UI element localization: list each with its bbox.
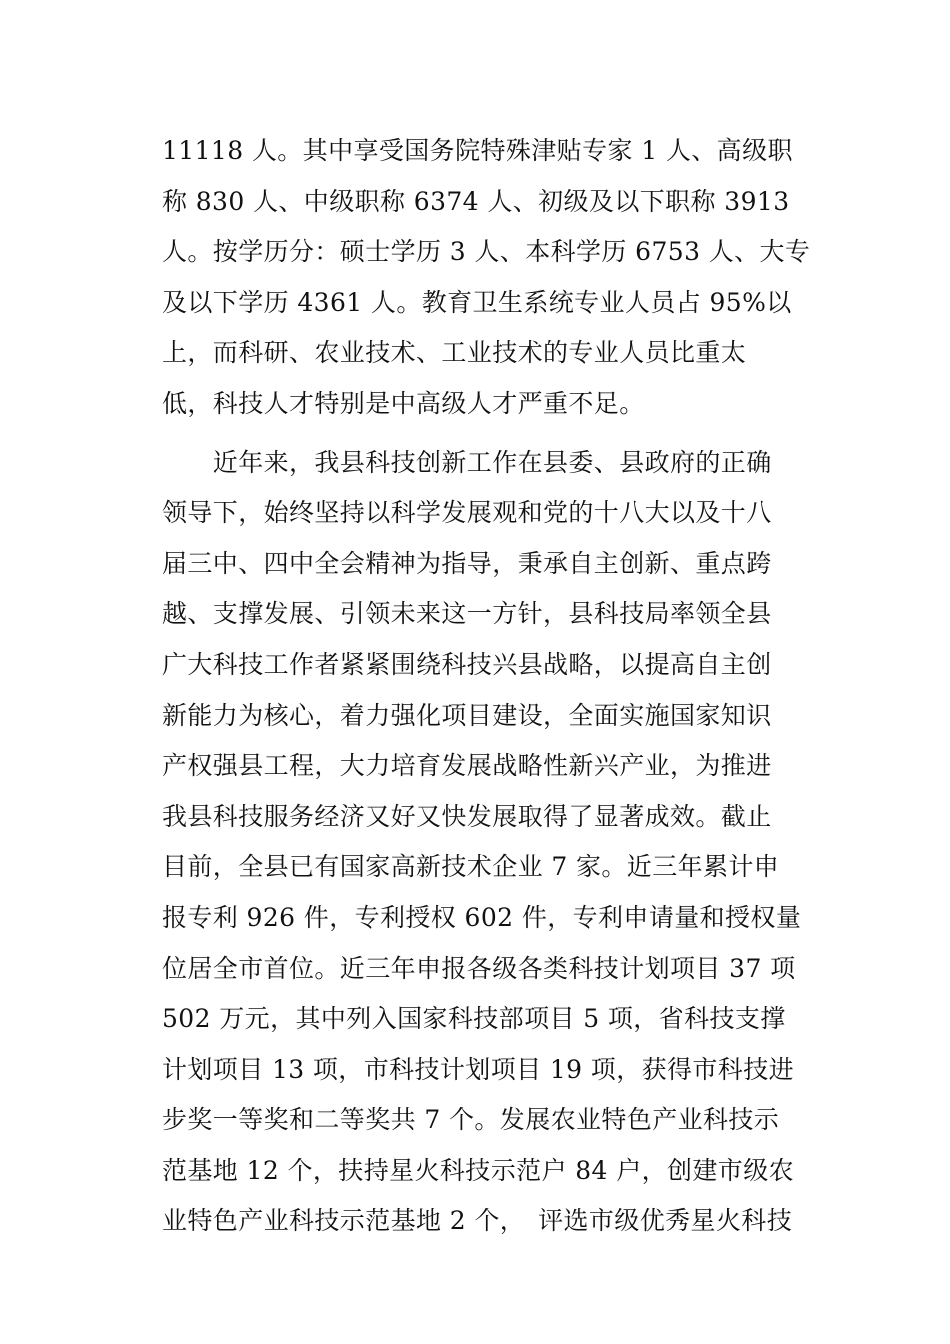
text-line: 502 万元，其中列入国家科技部项目 5 项，省科技支撑 [162,1004,786,1034]
text-line: 称 830 人、中级职称 6374 人、初级及以下职称 3913 [162,186,790,216]
text-line: 广大科技工作者紧紧围绕科技兴县战略，以提高自主创 [162,649,772,679]
text-line: 计划项目 13 项，市科技计划项目 19 项，获得市科技进 [162,1054,795,1084]
text-line: 低，科技人才特别是中高级人才严重不足。 [162,388,645,418]
text-line: 及以下学历 4361 人。教育卫生系统专业人员占 95%以 [162,287,792,317]
text-line: 届三中、四中全会精神为指导，秉承自主创新、重点跨 [162,548,772,578]
text-line: 位居全市首位。近三年申报各级各类科技计划项目 37 项 [162,953,796,983]
text-line: 目前，全县已有国家高新技术企业 7 家。近三年累计申 [162,852,780,882]
text-line: 近年来，我县科技创新工作在县委、县政府的正确 [162,447,772,477]
text-line: 范基地 12 个，扶持星火科技示范户 84 户，创建市级农 [162,1155,795,1185]
paragraph-spacing [162,430,792,438]
text-line: 步奖一等奖和二等奖共 7 个。发展农业特色产业科技示 [162,1105,780,1135]
text-line: 报专利 926 件，专利授权 602 件，专利申请量和授权量 [162,902,802,932]
text-line: 越、支撑发展、引领未来这一方针，县科技局率领全县 [162,599,772,629]
text-line: 上，而科研、农业技术、工业技术的专业人员比重太 [162,338,747,368]
text-line: 领导下，始终坚持以科学发展观和党的十八大以及十八 [162,498,772,528]
text-line: 人。按学历分：硕士学历 3 人、本科学历 6753 人、大专 [162,237,811,267]
paragraph-talent-statistics [162,126,811,430]
text-line: 业特色产业科技示范基地 2 个， 评选市级优秀星火科技 [162,1206,793,1236]
text-line: 11118 人。其中享受国务院特殊津贴专家 1 人、高级职 [162,136,793,165]
document-body [162,126,811,1247]
text-line: 我县科技服务经济又好又快发展取得了显著成效。截止 [162,801,772,831]
paragraph-innovation-achievements [162,438,802,1248]
text-line: 产权强县工程，大力培育发展战略性新兴产业，为推进 [162,751,772,781]
text-line: 新能力为核心，着力强化项目建设，全面实施国家知识 [162,700,772,730]
